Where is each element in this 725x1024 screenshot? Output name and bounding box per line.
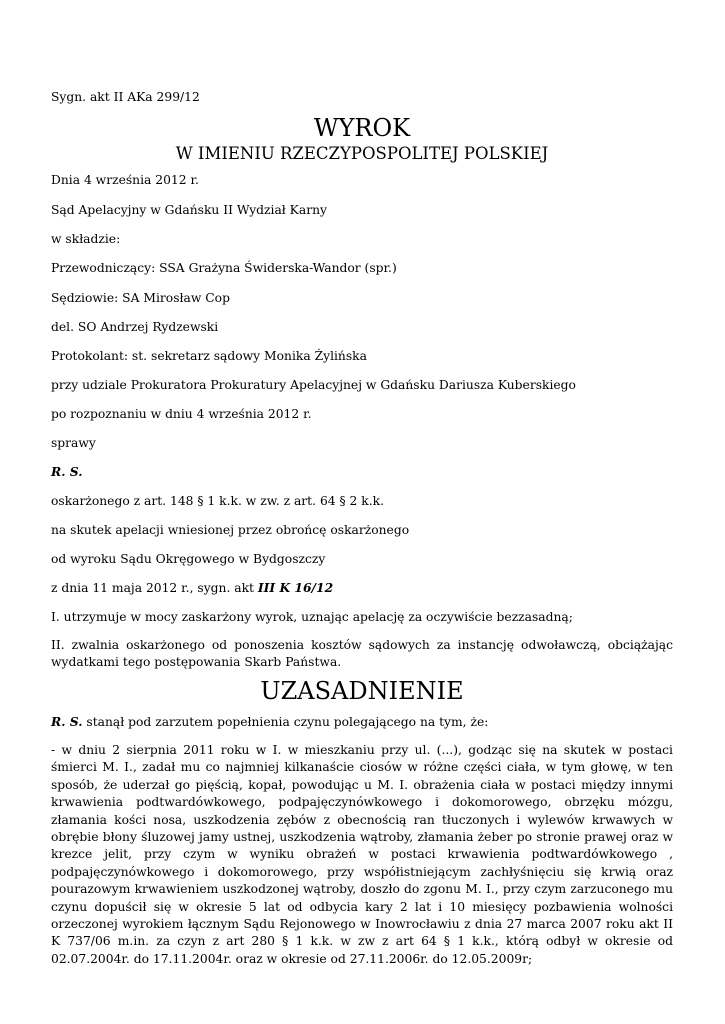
defendant-name: R. S.	[51, 464, 83, 479]
hearing-date: po rozpoznaniu w dniu 4 września 2012 r.	[51, 407, 312, 421]
lower-case-number: III K 16/12	[257, 580, 334, 595]
lower-date-prefix: z dnia 11 maja 2012 r., sygn. akt	[51, 581, 258, 595]
presiding-judge: Przewodniczący: SSA Grażyna Świderska-Wandor (spr.)	[51, 261, 397, 275]
justification-intro	[51, 713, 488, 731]
prosecutor: przy udziale Prokuratora Prokuratury Apelacyjnej w Gdańsku Dariusza Kuberskiego	[51, 378, 576, 392]
ruling-point-1: I. utrzymuje w mocy zaskarżony wyrok, uznając apelację za oczywiście bezzasadną;	[51, 610, 573, 624]
judges: Sędziowie: SA Mirosław Cop	[51, 291, 230, 305]
charge: oskarżonego z art. 148 § 1 k.k. w zw. z art. 64 § 2 k.k.	[51, 494, 385, 508]
case-label: sprawy	[51, 436, 96, 450]
lower-court-date	[51, 579, 333, 597]
justification-title: UZASADNIENIE	[260, 677, 464, 705]
ruling-point-2: II. zwalnia oskarżonego od ponoszenia kosztów sądowych za instancję odwoławczą, obciążając wydatkami tego postępowania Skarb Państwa.	[51, 638, 673, 670]
document-title: WYROK	[313, 114, 411, 142]
judgment-date: Dnia 4 września 2012 r.	[51, 173, 199, 187]
court-clerk: Protokolant: st. sekretarz sądowy Monika Żylińska	[51, 349, 367, 363]
justification-defendant: R. S.	[51, 714, 83, 729]
court-name: Sąd Apelacyjny w Gdańsku II Wydział Karny	[51, 203, 327, 217]
lower-court: od wyroku Sądu Okręgowego w Bydgoszczy	[51, 552, 326, 566]
composition-label: w składzie:	[51, 232, 121, 246]
justification-intro-text: stanął pod zarzutem popełnienia czynu polegającego na tym, że:	[82, 715, 489, 729]
document-subtitle: W IMIENIU RZECZYPOSPOLITEJ POLSKIEJ	[175, 144, 549, 163]
case-number: Sygn. akt II AKa 299/12	[51, 90, 200, 104]
delegated-judge: del. SO Andrzej Rydzewski	[51, 320, 219, 334]
justification-body: - w dniu 2 sierpnia 2011 roku w I. w mieszkaniu przy ul. (...), godząc się na skutek w postaci śmierci M. I., zadał mu co najmniej kilkanaście ciosów w różne części ciała, w tym głowę, w ten sposób, że uderzał go pięścią, kopał, powodując u M. I. obrażenia ciała w postaci między innymi krwawienia podtwardówkowego, podpajęczynówkowego i dokomorowego, obrzęku mózgu, złamania kości nosa, uszkodzenia zębów z obecnością ran tłuczonych i wylewów krwawych w obrębie błony śluzowej jamy ustnej, uszkodzenia wątroby, złamania żeber po stronie prawej oraz w krezce jelit, przy czym w wyniku obrażeń w postaci krwawienia podtwardówkowego , podpajęczynówkowego i dokomorowego, przy współistniejącym zachłyśnięciu się krwią oraz pourazowym krwawieniem uszkodzonej wątroby, doszło do zgonu M. I., przy czym zarzuconego mu czynu dopuścił się w okresie 5 lat od odbycia kary 2 lat i 10 miesięcy pozbawienia wolności orzeczonej wyrokiem łącznym Sądu Rejonowego w Inowrocławiu z dnia 27 marca 2007 roku akt II K 737/06 m.in. za czyn z art 280 § 1 k.k. w zw z art 64 § 1 k.k., którą odbył w okresie od 02.07.2004r. do 17.11.2004r. oraz w okresie od 27.11.2006r. do 12.05.2009r;	[51, 743, 673, 966]
appeal-info: na skutek apelacji wniesionej przez obrońcę oskarżonego	[51, 523, 410, 537]
